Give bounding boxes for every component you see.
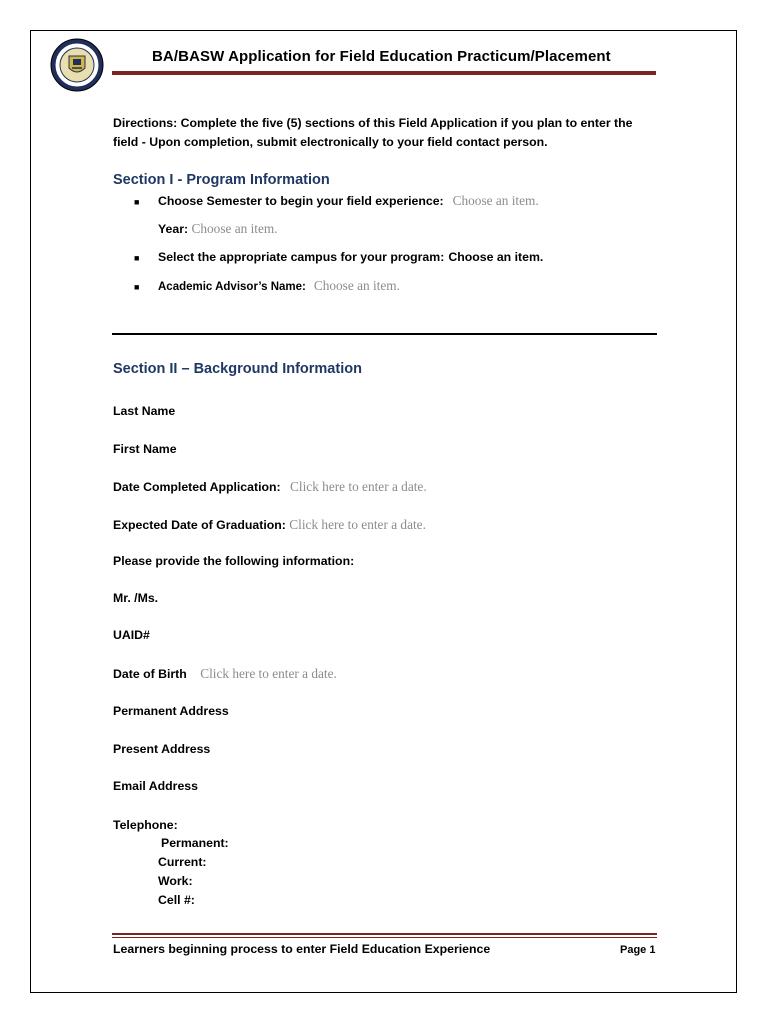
section-2-heading: Section II – Background Information — [113, 361, 362, 377]
grad-date-row — [113, 517, 426, 533]
year-row — [158, 221, 278, 237]
title-rule — [112, 71, 656, 75]
footer-text: Learners beginning process to enter Field Education Experience — [113, 942, 491, 956]
advisor-label: Academic Advisor’s Name: — [158, 281, 306, 293]
bullet-icon: ■ — [134, 253, 140, 263]
footer-rule-thin — [112, 937, 657, 938]
tel-work-field[interactable]: Work: — [158, 874, 193, 888]
advisor-select[interactable]: Choose an item. — [313, 278, 400, 293]
footer-rule — [112, 933, 657, 935]
tel-permanent-field[interactable]: Permanent: — [161, 836, 229, 850]
directions-text: Directions: Complete the five (5) sections of this Field Application if you plan to enter the field - Upon completion, submit electronically to your field contact person. — [113, 116, 633, 149]
date-completed-row — [113, 479, 427, 495]
last-name-field[interactable]: Last Name — [113, 404, 176, 418]
section-divider — [112, 333, 657, 335]
year-label: Year: — [158, 222, 189, 236]
date-completed-picker[interactable]: Click here to enter a date. — [290, 479, 427, 494]
campus-row — [134, 250, 543, 264]
grad-date-picker[interactable]: Click here to enter a date. — [289, 517, 426, 532]
campus-label: Select the appropriate campus for your program: — [158, 250, 445, 264]
first-name-field[interactable]: First Name — [113, 442, 177, 456]
semester-row — [134, 193, 539, 209]
semester-label: Choose Semester to begin your field experience: — [158, 194, 444, 208]
university-seal-icon — [50, 38, 104, 92]
dob-label: Date of Birth — [113, 667, 187, 681]
tel-current-field[interactable]: Current: — [158, 855, 207, 869]
email-address-field[interactable]: Email Address — [113, 779, 198, 793]
dob-picker[interactable]: Click here to enter a date. — [200, 666, 337, 681]
title-field[interactable]: Mr. /Ms. — [113, 591, 159, 605]
bullet-icon: ■ — [134, 197, 140, 207]
tel-cell-field[interactable]: Cell #: — [158, 893, 195, 907]
telephone-label: Telephone: — [113, 818, 178, 832]
uaid-field[interactable]: UAID# — [113, 628, 150, 642]
provide-info-text: Please provide the following information: — [113, 554, 355, 568]
semester-select[interactable]: Choose an item. — [452, 193, 539, 208]
section-1-heading: Section I - Program Information — [113, 172, 330, 188]
campus-select[interactable]: Choose an item. — [448, 250, 544, 264]
grad-date-label: Expected Date of Graduation: — [113, 518, 286, 532]
date-completed-label: Date Completed Application: — [113, 480, 281, 494]
page-number: Page 1 — [620, 944, 656, 956]
document-title: BA/BASW Application for Field Education Practicum/Placement — [152, 48, 611, 65]
present-address-field[interactable]: Present Address — [113, 742, 211, 756]
bullet-icon: ■ — [134, 282, 140, 292]
advisor-row — [134, 278, 400, 294]
year-select[interactable]: Choose an item. — [191, 221, 278, 236]
dob-row — [113, 666, 337, 682]
permanent-address-field[interactable]: Permanent Address — [113, 704, 229, 718]
